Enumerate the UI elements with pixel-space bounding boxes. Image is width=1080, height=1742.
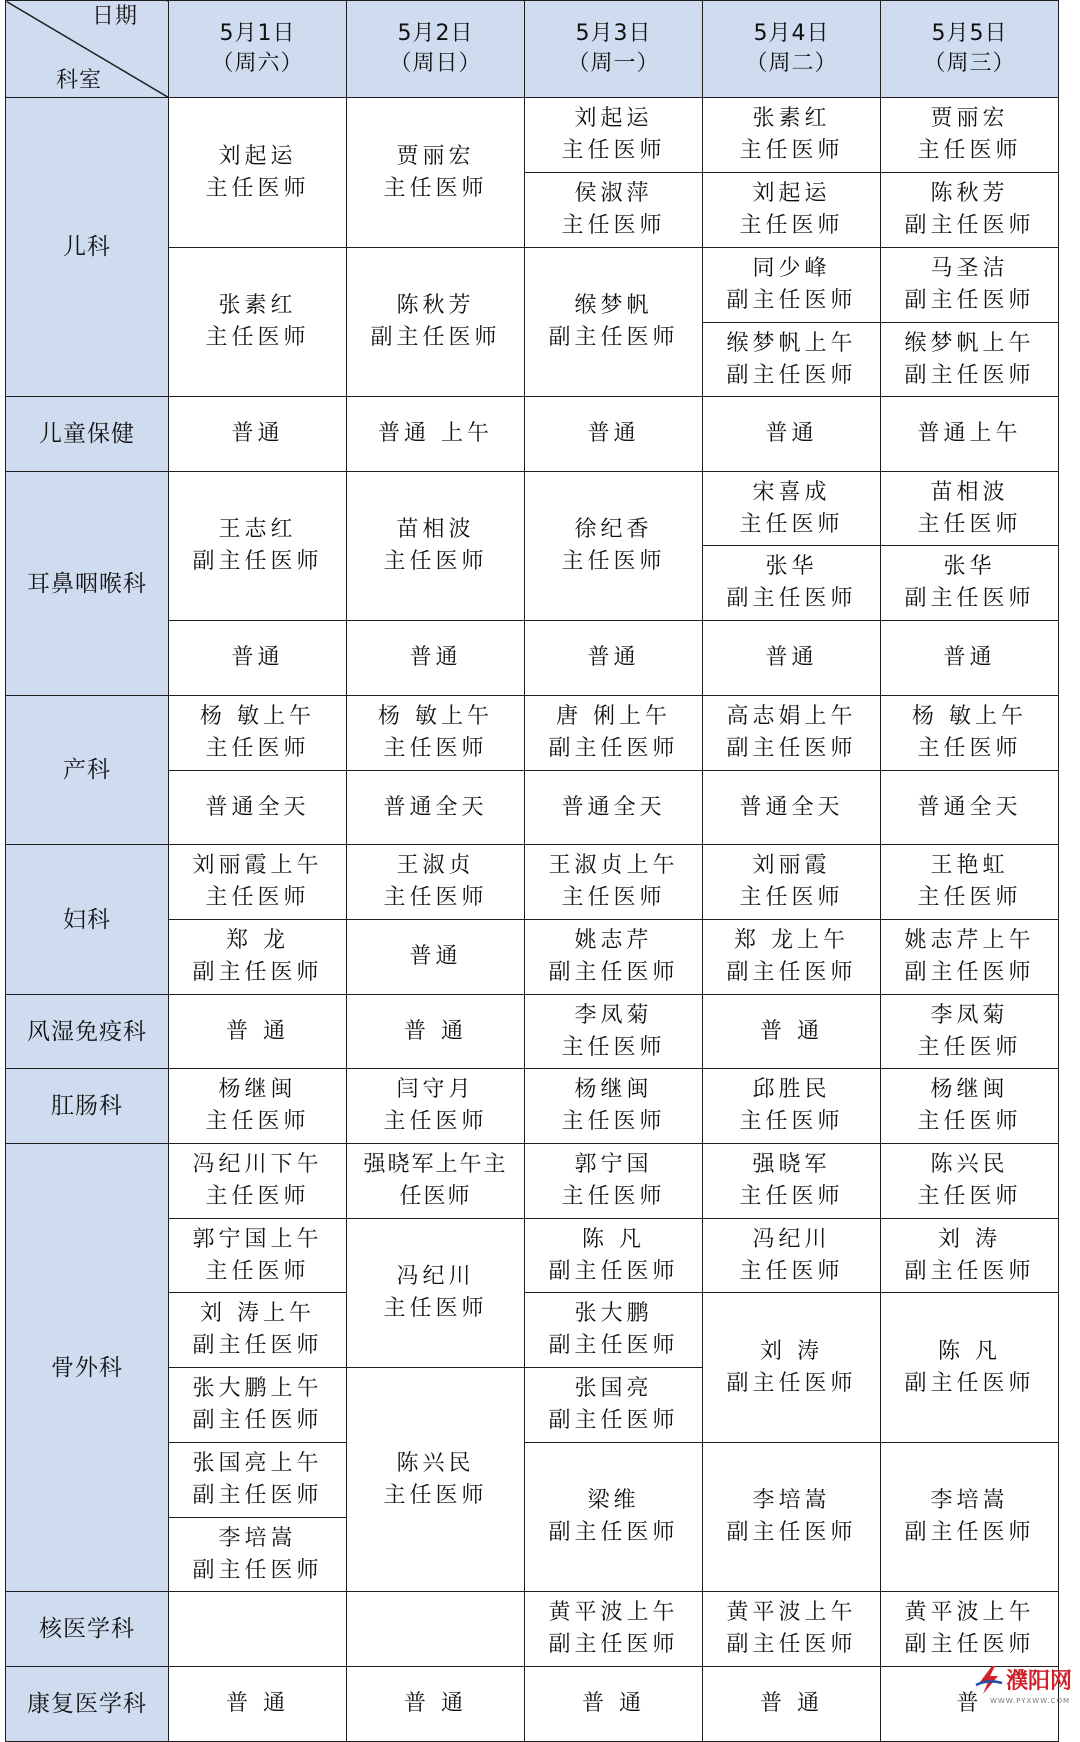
date: 5月5日 bbox=[932, 21, 1008, 46]
dept-rehabilitation: 康复医学科 bbox=[6, 1667, 169, 1742]
schedule-cell: 高志娟上午 副主任医师 bbox=[703, 696, 881, 771]
date: 5月4日 bbox=[754, 21, 830, 46]
watermark-url: WWW.PYXWW.COM bbox=[990, 1697, 1070, 1705]
schedule-cell: 杨 敏上午 主任医师 bbox=[169, 696, 347, 771]
schedule-cell: 王淑贞 主任医师 bbox=[347, 845, 525, 920]
schedule-cell: 普通 bbox=[347, 621, 525, 696]
dept-gynecology: 妇科 bbox=[6, 845, 169, 995]
dept-orthopedics: 骨外科 bbox=[6, 1144, 169, 1592]
schedule-cell: 普 bbox=[881, 1667, 1059, 1742]
date-header bbox=[525, 1, 703, 98]
schedule-cell: 郭宁国上午 主任医师 bbox=[169, 1219, 347, 1293]
schedule-cell: 刘起运 主任医师 bbox=[525, 98, 703, 173]
schedule-cell: 普通 上午 bbox=[347, 397, 525, 472]
schedule-cell: 普 通 bbox=[169, 1667, 347, 1742]
schedule-cell: 普通 bbox=[169, 621, 347, 696]
schedule-cell: 普 通 bbox=[347, 1667, 525, 1742]
date-header bbox=[881, 1, 1059, 98]
schedule-cell: 张素红 主任医师 bbox=[703, 98, 881, 173]
corner-header bbox=[6, 1, 169, 98]
weekday: （周一） bbox=[567, 51, 659, 76]
schedule-cell: 普通上午 bbox=[881, 397, 1059, 472]
schedule-cell: 刘起运 主任医师 bbox=[703, 173, 881, 248]
schedule-cell: 杨 敏上午 主任医师 bbox=[347, 696, 525, 771]
dept-nuclear-medicine: 核医学科 bbox=[6, 1592, 169, 1667]
schedule-cell: 普 通 bbox=[703, 995, 881, 1069]
schedule-cell: 苗相波 主任医师 bbox=[347, 472, 525, 621]
schedule-cell bbox=[347, 1592, 525, 1667]
dept-child-health: 儿童保健 bbox=[6, 397, 169, 472]
schedule-cell: 杨继闽 主任医师 bbox=[525, 1069, 703, 1144]
schedule-cell: 缑梦帆 副主任医师 bbox=[525, 248, 703, 397]
dept-obstetrics: 产科 bbox=[6, 696, 169, 845]
schedule-cell: 杨继闽 主任医师 bbox=[881, 1069, 1059, 1144]
watermark-logo bbox=[974, 1664, 1072, 1695]
schedule-cell: 同少峰 副主任医师 bbox=[703, 248, 881, 323]
schedule-cell: 宋喜成 主任医师 bbox=[703, 472, 881, 546]
schedule-cell: 郑 龙上午 副主任医师 bbox=[703, 920, 881, 995]
schedule-cell: 缑梦帆上午 副主任医师 bbox=[703, 323, 881, 397]
schedule-cell: 梁维 副主任医师 bbox=[525, 1443, 703, 1592]
schedule-cell: 郑 龙 副主任医师 bbox=[169, 920, 347, 995]
schedule-cell: 刘 涛 副主任医师 bbox=[703, 1293, 881, 1443]
schedule-cell: 刘起运 主任医师 bbox=[169, 98, 347, 248]
watermark-site-name: 濮阳网 bbox=[1006, 1664, 1072, 1695]
schedule-cell: 黄平波上午 副主任医师 bbox=[703, 1592, 881, 1667]
schedule-cell: 姚志芹上午 副主任医师 bbox=[881, 920, 1059, 995]
schedule-cell: 李凤菊 主任医师 bbox=[525, 995, 703, 1069]
dept-ent: 耳鼻咽喉科 bbox=[6, 472, 169, 696]
schedule-cell: 张华 副主任医师 bbox=[703, 546, 881, 621]
schedule-cell: 郭宁国 主任医师 bbox=[525, 1144, 703, 1219]
weekday: （周六） bbox=[211, 51, 303, 76]
schedule-cell: 张素红 主任医师 bbox=[169, 248, 347, 397]
schedule-cell: 普 通 bbox=[703, 1667, 881, 1742]
date-header bbox=[169, 1, 347, 98]
schedule-cell: 杨继闽 主任医师 bbox=[169, 1069, 347, 1144]
schedule-cell: 普通 bbox=[525, 621, 703, 696]
schedule-cell: 缑梦帆上午 副主任医师 bbox=[881, 323, 1059, 397]
schedule-cell: 强晓军 主任医师 bbox=[703, 1144, 881, 1219]
weekday: （周三） bbox=[923, 51, 1015, 76]
schedule-cell: 普通 bbox=[881, 621, 1059, 696]
schedule-cell: 普 通 bbox=[347, 995, 525, 1069]
schedule-cell: 苗相波 主任医师 bbox=[881, 472, 1059, 546]
schedule-cell: 杨 敏上午 主任医师 bbox=[881, 696, 1059, 771]
schedule-cell: 贾丽宏 主任医师 bbox=[881, 98, 1059, 173]
schedule-cell: 侯淑萍 主任医师 bbox=[525, 173, 703, 248]
schedule-cell: 李培嵩 副主任医师 bbox=[169, 1518, 347, 1592]
schedule-cell: 普通全天 bbox=[169, 771, 347, 845]
schedule-cell: 徐纪香 主任医师 bbox=[525, 472, 703, 621]
schedule-cell: 马圣洁 副主任医师 bbox=[881, 248, 1059, 323]
schedule-cell: 李培嵩 副主任医师 bbox=[881, 1443, 1059, 1592]
schedule-cell: 唐 俐上午 副主任医师 bbox=[525, 696, 703, 771]
schedule-cell: 普 通 bbox=[169, 995, 347, 1069]
duty-schedule-table bbox=[5, 0, 1059, 1742]
schedule-cell: 姚志芹 副主任医师 bbox=[525, 920, 703, 995]
schedule-cell: 王艳虹 主任医师 bbox=[881, 845, 1059, 920]
schedule-cell: 闫守月 主任医师 bbox=[347, 1069, 525, 1144]
schedule-cell: 王淑贞上午 主任医师 bbox=[525, 845, 703, 920]
schedule-cell: 陈 凡 副主任医师 bbox=[525, 1219, 703, 1293]
date: 5月2日 bbox=[398, 21, 474, 46]
dept-anorectal: 肛肠科 bbox=[6, 1069, 169, 1144]
schedule-cell: 普通 bbox=[347, 920, 525, 995]
schedule-cell: 李凤菊 主任医师 bbox=[881, 995, 1059, 1069]
date: 5月3日 bbox=[576, 21, 652, 46]
schedule-cell: 冯纪川 主任医师 bbox=[703, 1219, 881, 1293]
weekday: （周日） bbox=[389, 51, 481, 76]
schedule-cell: 邱胜民 主任医师 bbox=[703, 1069, 881, 1144]
schedule-cell: 张国亮 副主任医师 bbox=[525, 1368, 703, 1443]
schedule-cell: 陈兴民 主任医师 bbox=[881, 1144, 1059, 1219]
schedule-cell: 普通全天 bbox=[703, 771, 881, 845]
schedule-cell: 陈秋芳 副主任医师 bbox=[881, 173, 1059, 248]
schedule-cell: 张大鹏 副主任医师 bbox=[525, 1293, 703, 1368]
schedule-cell: 冯纪川 主任医师 bbox=[347, 1219, 525, 1368]
schedule-cell: 刘 涛 副主任医师 bbox=[881, 1219, 1059, 1293]
schedule-cell: 张国亮上午 副主任医师 bbox=[169, 1443, 347, 1518]
schedule-cell: 强晓军上午主 任医师 bbox=[347, 1144, 525, 1219]
date-header bbox=[703, 1, 881, 98]
schedule-cell: 陈兴民 主任医师 bbox=[347, 1368, 525, 1592]
date-corner-label: 日期 bbox=[92, 1, 138, 33]
bolt-logo-icon bbox=[974, 1665, 1004, 1695]
schedule-cell: 普通 bbox=[525, 397, 703, 472]
schedule-cell: 冯纪川下午 主任医师 bbox=[169, 1144, 347, 1219]
schedule-cell: 张大鹏上午 副主任医师 bbox=[169, 1368, 347, 1443]
schedule-cell: 普通 bbox=[703, 621, 881, 696]
schedule-cell: 陈秋芳 副主任医师 bbox=[347, 248, 525, 397]
schedule-cell: 普通全天 bbox=[881, 771, 1059, 845]
dept-rheumatology: 风湿免疫科 bbox=[6, 995, 169, 1069]
schedule-cell: 李培嵩 副主任医师 bbox=[703, 1443, 881, 1592]
date-header bbox=[347, 1, 525, 98]
dept-corner-label: 科室 bbox=[56, 65, 102, 97]
schedule-cell: 王志红 副主任医师 bbox=[169, 472, 347, 621]
date: 5月1日 bbox=[220, 21, 296, 46]
schedule-cell: 陈 凡 副主任医师 bbox=[881, 1293, 1059, 1443]
schedule-cell: 普通全天 bbox=[347, 771, 525, 845]
schedule-cell bbox=[169, 1592, 347, 1667]
schedule-cell: 普 通 bbox=[525, 1667, 703, 1742]
schedule-cell: 刘丽霞 主任医师 bbox=[703, 845, 881, 920]
schedule-cell: 黄平波上午 副主任医师 bbox=[525, 1592, 703, 1667]
schedule-cell: 张华 副主任医师 bbox=[881, 546, 1059, 621]
schedule-cell: 普通 bbox=[703, 397, 881, 472]
schedule-cell: 贾丽宏 主任医师 bbox=[347, 98, 525, 248]
weekday: （周二） bbox=[745, 51, 837, 76]
schedule-cell: 刘 涛上午 副主任医师 bbox=[169, 1293, 347, 1368]
schedule-cell: 普通全天 bbox=[525, 771, 703, 845]
schedule-cell: 黄平波上午 副主任医师 bbox=[881, 1592, 1059, 1667]
dept-pediatrics: 儿科 bbox=[6, 98, 169, 397]
schedule-cell: 刘丽霞上午 主任医师 bbox=[169, 845, 347, 920]
schedule-cell: 普通 bbox=[169, 397, 347, 472]
